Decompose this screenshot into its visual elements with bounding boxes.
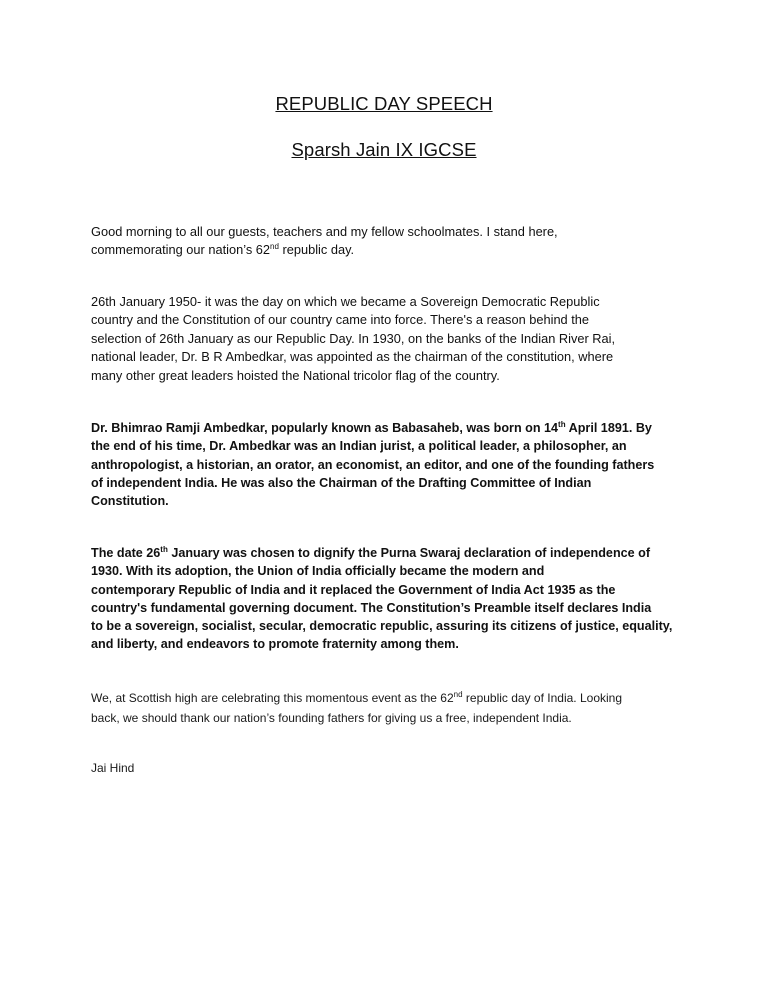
text-line: country's fundamental governing document. The Constitution’s Preamble itself declares India	[91, 600, 652, 615]
closing-line: Jai Hind	[91, 761, 135, 775]
text-span: republic day.	[278, 242, 355, 258]
text-line: Constitution.	[91, 494, 169, 509]
text-line: selection of 26th January as our Republic Day. In 1930, on the banks of the Indian River Rai,	[91, 330, 616, 346]
text-line: national leader, Dr. B R Ambedkar, was appointed as the chairman of the constitution, where	[91, 349, 614, 365]
paragraph-constitution	[91, 544, 683, 654]
text-span: commemorating our nation’s 62	[91, 242, 271, 258]
superscript: nd	[270, 242, 279, 252]
superscript: nd	[453, 690, 463, 699]
page-title: REPUBLIC DAY SPEECH	[275, 93, 493, 114]
text-line: 1930. With its adoption, the Union of India officially became the modern and	[91, 564, 545, 579]
text-line: of independent India. He was also the Chairman of the Drafting Committee of Indian	[91, 475, 592, 490]
paragraph-ambedkar	[91, 419, 683, 510]
paragraph-greeting	[91, 223, 683, 260]
paragraph-history	[91, 293, 683, 385]
text-line: anthropologist, a historian, an orator, an economist, an editor, and one of the founding fathers	[91, 457, 655, 472]
text-line: country and the Constitution of our country came into force. There's a reason behind the	[91, 312, 590, 328]
text-span: We, at Scottish high are celebrating this momentous event as the 62	[91, 691, 454, 705]
text-line	[91, 688, 683, 708]
text-line: the end of his time, Dr. Ambedkar was an Indian jurist, a political leader, a philosopher, an	[91, 439, 627, 454]
text-span: The date 26	[91, 546, 161, 560]
text-span: January was chosen to dignify the Purna Swaraj declaration of independence of	[167, 546, 651, 560]
text-line: to be a sovereign, socialist, secular, democratic republic, assuring its citizens of justice, equality,	[91, 619, 673, 634]
text-span: Dr. Bhimrao Ramji Ambedkar, popularly known as Babasaheb, was born on 14	[91, 421, 559, 435]
text-line: many other great leaders hoisted the National tricolor flag of the country.	[91, 367, 500, 383]
text-line	[91, 544, 683, 562]
paragraph-celebration	[91, 688, 683, 728]
text-span: republic day of India. Looking	[462, 691, 623, 705]
text-line: 26th January 1950- it was the day on which we became a Sovereign Democratic Republic	[91, 294, 600, 309]
author-line: Sparsh Jain IX IGCSE	[291, 139, 477, 160]
text-span: April 1891. By	[565, 421, 652, 435]
text-line	[91, 419, 683, 437]
superscript: th	[160, 545, 168, 554]
text-line: Good morning to all our guests, teachers and my fellow schoolmates. I stand here,	[91, 224, 558, 239]
text-line: and liberty, and endeavors to promote fraternity among them.	[91, 637, 459, 652]
text-line: back, we should thank our nation’s founding fathers for giving us a free, independent India.	[91, 711, 572, 725]
superscript: th	[558, 420, 566, 429]
text-line	[91, 241, 683, 259]
text-line: contemporary Republic of India and it replaced the Government of India Act 1935 as the	[91, 582, 616, 597]
